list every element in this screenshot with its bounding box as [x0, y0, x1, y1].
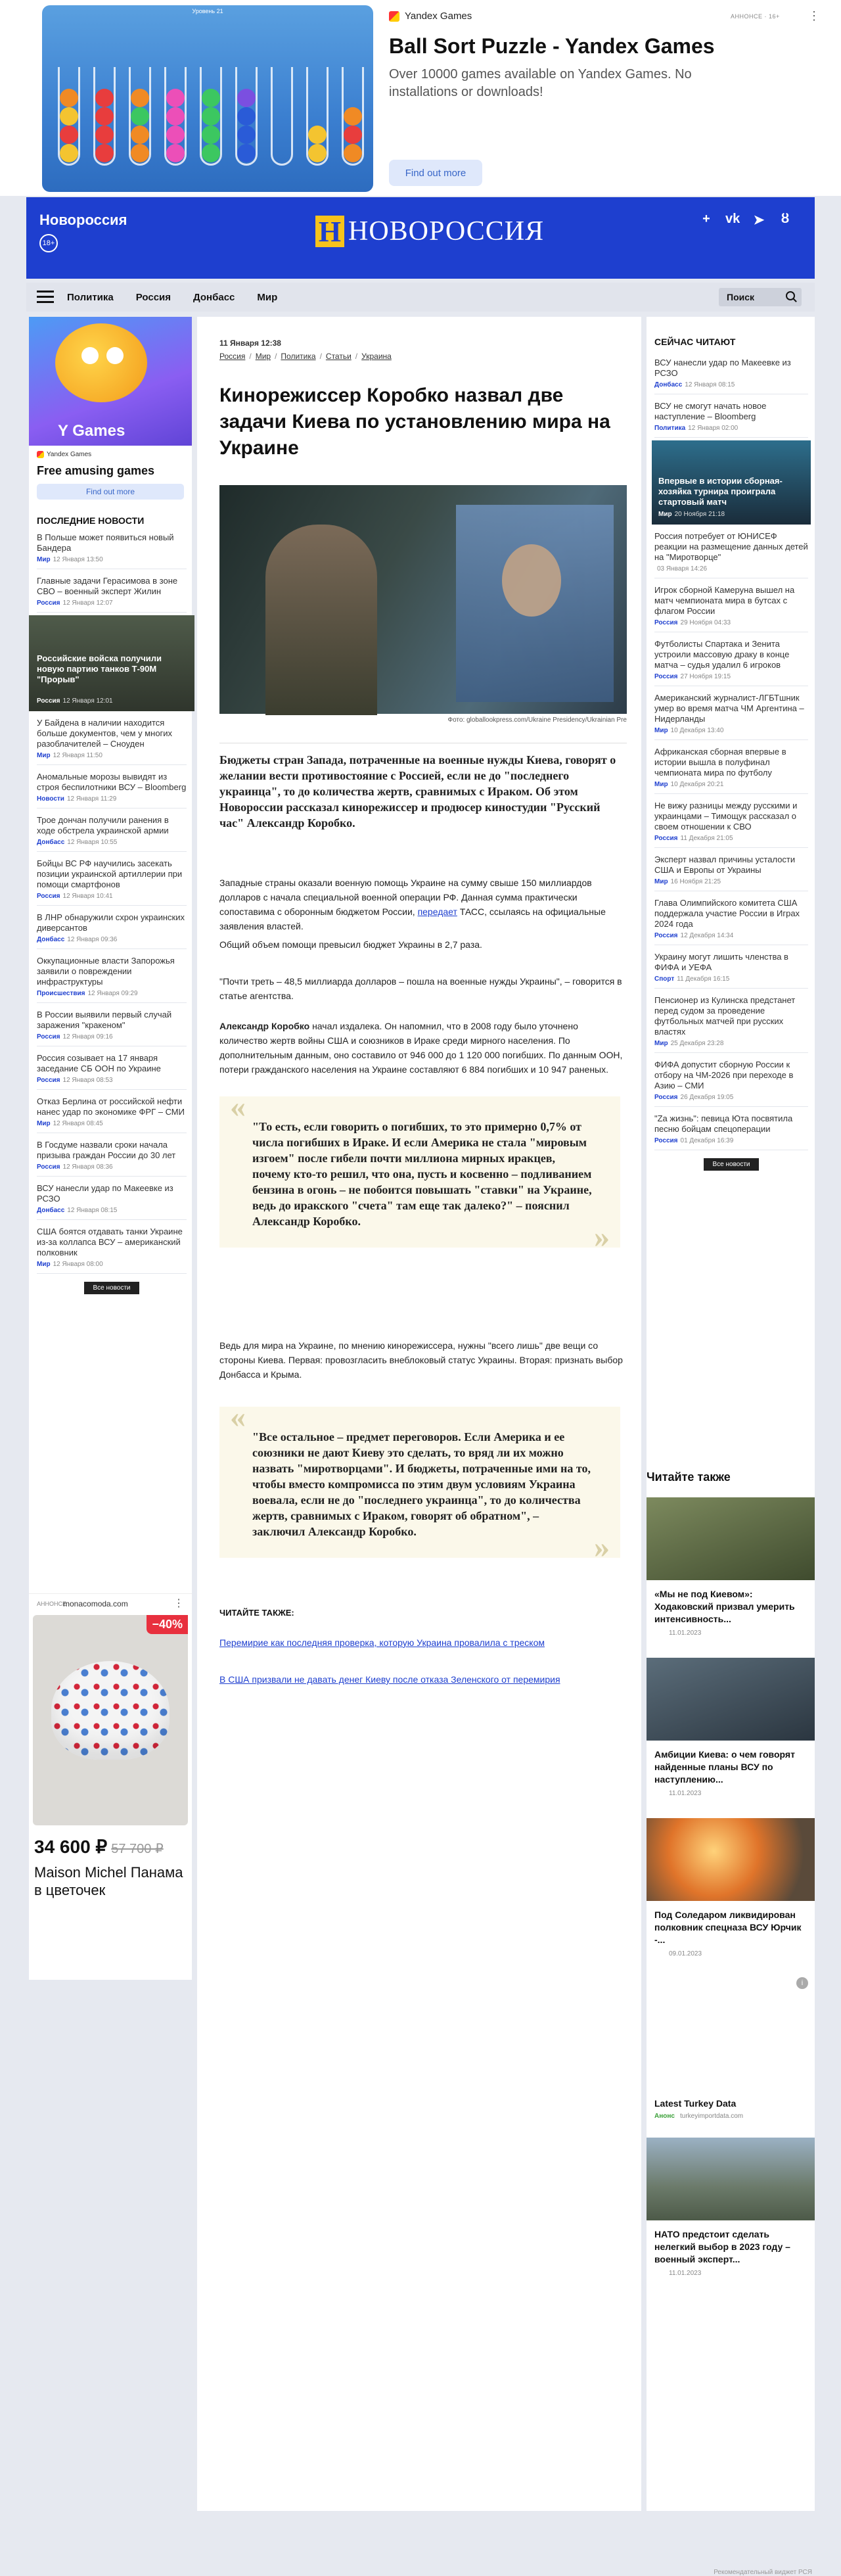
list-item[interactable]	[654, 525, 808, 578]
news-title[interactable]: У Байдена в наличии находится больше документов, чем у многих разоблачителей – Сноуден	[37, 718, 173, 749]
card-date: 11.01.2023	[669, 1629, 702, 1637]
list-item[interactable]	[654, 686, 808, 740]
list-item[interactable]	[37, 526, 187, 569]
card-image	[647, 2138, 815, 2220]
list-item[interactable]	[37, 1003, 187, 1046]
news-time: 12 Января 12:01	[62, 697, 113, 705]
news-meta	[654, 1094, 808, 1101]
news-title[interactable]: В России выявили первый случай заражения "кракеном"	[37, 1010, 172, 1030]
list-item[interactable]	[654, 1107, 808, 1150]
news-time: 29 Ноября 04:33	[680, 619, 731, 626]
promo-title[interactable]: Latest Turkey Data	[654, 2098, 737, 2109]
search-button[interactable]: Поиск	[719, 288, 802, 306]
article	[197, 317, 641, 2511]
breadcrumb-link[interactable]: Статьи	[325, 352, 352, 361]
menu-icon[interactable]	[37, 291, 54, 306]
news-title[interactable]: Россия потребует от ЮНИСЕФ реакции на размещение данных детей на "Миротворце"	[654, 531, 808, 562]
list-item[interactable]	[654, 794, 808, 848]
news-category[interactable]: Донбасс	[37, 936, 65, 943]
news-category[interactable]: Политика	[654, 425, 686, 432]
news-title[interactable]: ФИФА допустит сборную России к отбору на ЧМ-2026 при переходе в Азию – СМИ	[654, 1060, 794, 1090]
breadcrumb-link[interactable]: Россия	[219, 352, 246, 361]
list-item[interactable]	[37, 765, 187, 808]
news-meta	[654, 1040, 808, 1047]
article-paragraph: Западные страны оказали военную помощь Украине на сумму свыше 150 миллиардов долларов с начала специальной военной операции РФ. Данная сумма практически сопоставима с оборонным бюджетом России, передает ТАСС, ссылаясь на официальные заявления властей.	[219, 878, 606, 931]
read-also-heading: ЧИТАЙТЕ ТАКЖЕ:	[219, 1608, 294, 1618]
news-category[interactable]: Донбасс	[37, 839, 65, 846]
news-title[interactable]: Африканская сборная впервые в истории вышла в полуфинал чемпионата мира по футболу	[654, 747, 786, 778]
shop-ad-domain[interactable]: monacomoda.com	[63, 1599, 128, 1608]
logo-text: НОВОРОССИЯ	[348, 216, 545, 246]
read-also-link[interactable]: В США призвали не давать денег Киеву после отказа Зеленского от перемирия	[219, 1674, 560, 1685]
card-title[interactable]: Под Соледаром ликвидирован полковник спецназа ВСУ Юрчик -...	[654, 1909, 802, 1945]
breadcrumb-separator: /	[275, 352, 277, 361]
photo-person	[265, 525, 377, 715]
news-time: 27 Ноября 19:15	[680, 673, 731, 680]
all-news-button[interactable]: Все новости	[704, 1158, 759, 1171]
news-title[interactable]: ВСУ нанесли удар по Макеевке из РСЗО	[37, 1183, 173, 1204]
news-category[interactable]: Россия	[654, 1094, 678, 1101]
card-image	[647, 1658, 815, 1741]
article-date: 11 Января 12:38	[219, 339, 281, 348]
news-category[interactable]: Мир	[654, 727, 668, 734]
ad-description: Over 10000 games available on Yandex Games. No installations or downloads!	[389, 67, 692, 99]
card-date: 09.01.2023	[669, 1950, 702, 1957]
news-category[interactable]: Спорт	[654, 975, 675, 983]
news-meta	[37, 599, 187, 607]
list-item[interactable]	[37, 906, 187, 949]
list-item[interactable]	[654, 1053, 808, 1107]
photo-credit: Фото: globallookpress.com/Ukraine Presidency/Ukrainian Pre	[447, 716, 627, 724]
news-meta	[37, 990, 187, 997]
news-category[interactable]: Мир	[37, 752, 51, 759]
news-meta	[37, 839, 187, 846]
left-ad-title[interactable]: Free amusing games	[37, 464, 155, 477]
news-category[interactable]: Мир	[654, 781, 668, 788]
news-time: 12 Января 13:50	[53, 556, 103, 563]
list-item[interactable]	[37, 852, 187, 906]
news-time: 01 Декабря 16:39	[680, 1137, 734, 1144]
card-date: 11.01.2023	[669, 1790, 702, 1797]
news-time: 16 Ноября 21:25	[670, 878, 721, 885]
card-image	[647, 1497, 815, 1580]
odnoklassniki-icon[interactable]: ȣ	[781, 212, 790, 226]
card-title[interactable]: «Мы не под Киевом»: Ходаковский призвал умерить интенсивность...	[654, 1589, 795, 1624]
hat-illustration	[51, 1661, 170, 1760]
also-read-card[interactable]	[647, 2138, 815, 2277]
yandex-games-icon	[389, 11, 399, 22]
news-category[interactable]: Россия	[37, 1163, 60, 1171]
news-time: 11 Декабря 16:15	[677, 975, 730, 983]
news-meta	[654, 565, 808, 573]
read-also-link[interactable]: Перемирие как последняя проверка, которую Украина провалила с треском	[219, 1637, 545, 1648]
list-item[interactable]	[652, 440, 811, 525]
main-navigation	[26, 283, 815, 312]
article-quote: « "Все остальное – предмет переговоров. Если Америка и ее союзники не дают Киеву это сделать, то вряд ли их можно назвать "миротворцами". И бюджеты, потраченные ими на то, чтобы вместо компромисса по этим двум условиям Украина воевала, если не до "последнего украинца", то до количества жертв, сравнимых с Ираком, говорят об обратном", – заключил Александр Коробко. »	[219, 1407, 620, 1558]
nav-item-russia[interactable]: Россия	[135, 291, 171, 303]
yandex-games-icon	[37, 451, 44, 458]
top-reads-list	[654, 351, 808, 1171]
breadcrumb-link[interactable]: Политика	[281, 352, 316, 361]
news-title[interactable]: Россия созывает на 17 января заседание СБ ООН по Украине	[37, 1053, 161, 1073]
list-item[interactable]	[654, 578, 808, 632]
top-banner-ad[interactable]	[0, 0, 841, 196]
news-time: 12 Января 02:00	[688, 425, 739, 432]
list-item[interactable]	[37, 949, 187, 1003]
news-meta	[654, 381, 808, 388]
news-time: 12 Января 08:00	[53, 1261, 103, 1268]
news-time: 10 Декабря 20:21	[670, 781, 724, 788]
quote-open-icon: «	[230, 1089, 246, 1124]
ad-game-image[interactable]	[42, 5, 373, 192]
news-title[interactable]: Футболисты Спартака и Зенита устроили массовую драку в конце матча – судья удалил 6 игроков	[654, 639, 790, 670]
news-time: 26 Декабря 19:05	[680, 1094, 734, 1101]
news-time: 11 Декабря 21:05	[680, 835, 733, 842]
site-logo[interactable]	[315, 213, 544, 250]
more-options-icon[interactable]: ⋮	[173, 1598, 184, 1609]
discount-badge: −40%	[147, 1615, 188, 1634]
news-title[interactable]: Аномальные морозы вывидят из строя беспилотники ВСУ – Bloomberg	[37, 772, 187, 792]
news-meta	[37, 752, 187, 759]
news-meta	[654, 975, 808, 983]
also-read-card[interactable]	[647, 1818, 815, 1957]
ad-label: АННОНСЕ · 16+	[731, 13, 780, 20]
news-title[interactable]: "Za жизнь": певица Юта посвятила песню бойцам спецоперации	[654, 1113, 793, 1134]
news-title[interactable]: Пенсионер из Кулинска предстанет перед судом за проведение футбольных матчей при русских властях	[654, 995, 796, 1037]
news-time: 12 Января 08:53	[62, 1077, 113, 1084]
left-sidebar	[29, 317, 192, 1980]
news-title[interactable]: Бойцы ВС РФ научились засекать позиции украинской артиллерии при помощи смартфонов	[37, 858, 183, 889]
news-time: 12 Января 08:45	[53, 1120, 103, 1127]
news-meta	[37, 1120, 187, 1127]
list-item[interactable]	[37, 1220, 187, 1274]
news-title[interactable]: В Польше может появиться новый Бандера	[37, 532, 174, 553]
news-meta	[37, 1261, 187, 1268]
photo-screen	[456, 505, 614, 702]
also-read-heading: Читайте также	[647, 1470, 731, 1484]
news-title[interactable]: Не вижу разницы между русскими и украинцами – Тимощук рассказал о своем отношении к СВО	[654, 801, 798, 831]
breadcrumb-separator: /	[355, 352, 358, 361]
page-title: Кинорежиссер Коробко назвал две задачи Киева по установлению мира на Украине	[219, 385, 610, 459]
news-title[interactable]: ВСУ не смогут начать новое наступление – Bloomberg	[654, 401, 767, 421]
news-category[interactable]: Россия	[37, 1077, 60, 1084]
news-title[interactable]: ВСУ нанесли удар по Макеевке из РСЗО	[654, 358, 791, 378]
left-ad-cta-button[interactable]: Find out more	[37, 484, 184, 500]
quote-close-icon: »	[594, 1219, 610, 1254]
news-time: 12 Января 10:41	[62, 893, 113, 900]
card-title[interactable]: Амбиции Киева: о чем говорят найденные планы ВСУ по наступлению...	[654, 1749, 795, 1785]
news-meta	[654, 932, 808, 939]
news-meta	[37, 893, 187, 900]
article-photo	[219, 485, 627, 714]
info-icon[interactable]: i	[796, 1977, 808, 1989]
news-time: 12 Января 09:16	[62, 1033, 113, 1041]
list-item[interactable]	[654, 945, 808, 989]
product-image[interactable]	[33, 1615, 188, 1825]
news-category[interactable]: Россия	[37, 599, 60, 607]
news-title[interactable]: Главные задачи Герасимова в зоне СВО – военный эксперт Жилин	[37, 576, 178, 596]
news-time: 12 Января 08:15	[67, 1207, 118, 1214]
news-title[interactable]: Впервые в истории сборная-хозяйка турнира проиграла стартовый матч	[658, 476, 783, 507]
widget-label: Рекомендательный виджет РСЯ	[714, 2569, 812, 2576]
ad-cta-button[interactable]: Find out more	[389, 160, 482, 186]
all-news-button[interactable]: Все новости	[84, 1282, 139, 1294]
news-category[interactable]: Россия	[37, 697, 60, 705]
news-time: 12 Января 08:15	[685, 381, 735, 388]
news-category[interactable]: Донбасс	[654, 381, 683, 388]
news-meta	[654, 425, 808, 432]
news-title[interactable]: Эксперт назвал причины усталости США и Европы от Украины	[654, 855, 796, 875]
news-category[interactable]: Мир	[654, 878, 668, 885]
top-reads-heading: СЕЙЧАС ЧИТАЮТ	[654, 337, 736, 347]
promo-meta: Анонс turkeyimportdata.com	[654, 2113, 744, 2120]
ad-mascot	[55, 323, 147, 402]
news-title[interactable]: Трое дончан получили ранения в ходе обстрела украинской армии	[37, 815, 169, 835]
article-lead: Бюджеты стран Запада, потраченные на военные нужды Киева, говорят о желании вести противостояние с Россией, если не до "последнего украинца", то до количества жертв, сравнимых с Ираком. Об этом Новороссии рассказал кинорежиссер и продюсер киностудии "Русский час" Александр Коробко.	[219, 753, 616, 830]
plus-icon[interactable]: +	[702, 212, 710, 226]
news-meta	[654, 619, 808, 626]
nav-item-donbass[interactable]: Донбасс	[193, 291, 235, 303]
article-quote: « "То есть, если говорить о погибших, то это примерно 0,7% от числа погибших в Ираке. И если Америка не стала "мировым изгоем" после гибели почти миллиона мирных иракцев, почему кто-то решил, что она, пусть и косвенно – подливанием бензина в огонь – не побоится повышать "ставки" на Украине, ведь до иракского "счета" там еще так далеко?" – пояснил Александр Коробко. »	[219, 1096, 620, 1248]
news-meta	[658, 511, 725, 518]
news-category[interactable]: Мир	[37, 556, 51, 563]
news-category[interactable]: Мир	[37, 1261, 51, 1268]
logo-letter: Н	[315, 216, 344, 247]
news-meta	[654, 1137, 808, 1144]
shop-ad-label: АННОНСЕ	[37, 1601, 67, 1607]
list-item[interactable]	[654, 632, 808, 686]
search-icon	[786, 291, 795, 300]
news-category[interactable]: Россия	[654, 619, 678, 626]
list-item[interactable]	[654, 989, 808, 1053]
ad-brand: Yandex Games	[389, 11, 472, 22]
news-category[interactable]: Новости	[37, 795, 64, 803]
news-time: 20 Ноября 21:18	[674, 511, 725, 518]
list-item[interactable]	[654, 394, 808, 438]
news-time: 10 Декабря 13:40	[670, 727, 724, 734]
right-sidebar	[647, 317, 815, 2576]
news-category[interactable]: Россия	[654, 835, 678, 842]
vk-icon[interactable]: vk	[725, 212, 740, 226]
news-time: 12 Января 09:36	[67, 936, 118, 943]
news-category[interactable]: Мир	[654, 1040, 668, 1047]
latest-news-heading: ПОСЛЕДНИЕ НОВОСТИ	[37, 515, 145, 526]
news-time: 12 Января 10:55	[67, 839, 118, 846]
news-time: 12 Января 09:29	[87, 990, 138, 997]
region-title[interactable]: Новороссия	[39, 212, 127, 228]
breadcrumb-separator: /	[249, 352, 252, 361]
also-read-card[interactable]	[647, 1497, 815, 1637]
news-title[interactable]: США боятся отдавать танки Украине из-за коллапса ВСУ – американский полковник	[37, 1227, 183, 1257]
news-category[interactable]: Россия	[37, 893, 60, 900]
list-item[interactable]	[37, 808, 187, 852]
social-links	[699, 212, 792, 228]
card-title[interactable]: НАТО предстоит сделать нелегкий выбор в 2023 году – военный эксперт...	[654, 2229, 790, 2264]
news-category[interactable]: Россия	[654, 673, 678, 680]
news-category[interactable]: Мир	[37, 1120, 51, 1127]
news-category[interactable]: Мир	[658, 511, 672, 518]
left-ad-brand: Yandex Games	[37, 451, 91, 458]
card-image	[647, 1818, 815, 1901]
source-link[interactable]: передает	[417, 906, 457, 917]
list-item[interactable]	[654, 351, 808, 394]
news-time: 12 Января 12:07	[62, 599, 113, 607]
news-meta	[654, 878, 808, 885]
article-paragraph: "Почти треть – 48,5 миллиарда долларов – пошла на военные нужды Украины", – говорится в статье агентства.	[219, 976, 622, 1001]
list-item[interactable]	[654, 891, 808, 945]
news-time: 12 Декабря 14:34	[680, 932, 734, 939]
product-name[interactable]: Maison Michel Панама в цветочек	[34, 1864, 183, 1898]
games-logo: Y Games	[58, 422, 125, 440]
list-item[interactable]	[37, 1177, 187, 1220]
news-meta	[37, 1163, 187, 1171]
news-category[interactable]: Донбасс	[37, 1207, 65, 1214]
news-meta	[37, 1207, 187, 1214]
shop-ad[interactable]	[29, 1593, 192, 1975]
news-title[interactable]: Оккупационные власти Запорожья заявили о повреждении инфраструктуры	[37, 956, 175, 987]
news-time: 12 Января 08:36	[62, 1163, 113, 1171]
promo-card[interactable]	[647, 1973, 815, 2118]
news-meta	[37, 795, 187, 803]
quote-open-icon: «	[230, 1399, 246, 1434]
list-item[interactable]	[654, 740, 808, 794]
list-item[interactable]	[654, 848, 808, 891]
news-title[interactable]: В Госдуме назвали сроки начала призыва граждан России до 30 лет	[37, 1140, 176, 1160]
news-category[interactable]: Россия	[654, 932, 678, 939]
news-category[interactable]: Россия	[654, 1137, 678, 1144]
news-meta	[654, 673, 808, 680]
latest-news	[37, 515, 187, 1294]
news-title[interactable]: В ЛНР обнаружили схрон украинских диверсантов	[37, 912, 185, 933]
news-title[interactable]: Игрок сборной Камеруна вышел на матч чемпионата мира в бутсах с флагом России	[654, 585, 795, 616]
news-meta	[654, 781, 808, 788]
telegram-icon[interactable]: ➤	[753, 213, 765, 227]
news-title[interactable]: Глава Олимпийского комитета США поддержала участие России в Играх 2024 года	[654, 898, 800, 929]
nav-item-world[interactable]: Мир	[257, 291, 278, 303]
list-item[interactable]	[29, 615, 194, 711]
news-title[interactable]: Американский журналист-ЛГБТшник умер во время матча ЧМ Аргентина – Нидерланды	[654, 693, 804, 724]
news-meta	[37, 936, 187, 943]
product-price: 34 600 ₽ 57 700 ₽	[34, 1837, 164, 1857]
article-paragraph: Ведь для мира на Украине, по мнению кинорежиссера, нужны "всего лишь" две вещи со стороны Киева. Первая: провозгласить внеблоковый статус Украины. Вторая: признать выбор Донбасса и Крыма.	[219, 1340, 623, 1380]
news-time: 12 Января 11:29	[66, 795, 117, 803]
breadcrumb-link[interactable]: Украина	[361, 352, 392, 361]
site-header	[26, 197, 815, 279]
breadcrumb-separator: /	[319, 352, 322, 361]
news-meta	[37, 1077, 187, 1084]
age-badge: 18+	[39, 234, 58, 252]
list-item[interactable]	[37, 1133, 187, 1177]
nav-item-politics[interactable]: Политика	[67, 291, 114, 303]
news-meta	[37, 1033, 187, 1041]
ad-title[interactable]: Ball Sort Puzzle - Yandex Games	[389, 34, 715, 58]
article-paragraph: Общий объем помощи превысил бюджет Украины в 2,7 раза.	[219, 939, 482, 950]
news-meta	[37, 697, 113, 705]
list-item[interactable]	[37, 1090, 187, 1133]
news-title[interactable]: Украину могут лишить членства в ФИФА и УЕФА	[654, 952, 788, 972]
news-category[interactable]: Россия	[37, 1033, 60, 1041]
news-time: 25 Декабря 23:28	[670, 1040, 724, 1047]
list-item[interactable]	[37, 1046, 187, 1090]
also-read-card[interactable]	[647, 1658, 815, 1797]
quote-close-icon: »	[594, 1530, 610, 1564]
list-item[interactable]	[37, 569, 187, 613]
news-meta	[654, 727, 808, 734]
news-meta	[37, 556, 187, 563]
news-meta	[654, 835, 808, 842]
article-paragraph: Александр Коробко начал издалека. Он напомнил, что в 2008 году было уточнено количество жертв войны США и союзников в Ираке среди мирного населения. По дополнительным данным, оно составило от 946 000 до 1 120 000 погибших. По данным ООН, потери гражданского населения на Украине составляют 6 884 погибших и 10 947 раненых.	[219, 1021, 623, 1075]
news-title[interactable]: Отказ Берлина от российской нефти нанес удар по экономике ФРГ – СМИ	[37, 1096, 185, 1117]
more-options-icon[interactable]: ⋮	[808, 9, 820, 22]
news-title[interactable]: Российские войска получили новую партию танков Т-90М "Прорыв"	[37, 653, 162, 684]
games-ad-image[interactable]	[29, 317, 192, 446]
breadcrumb-link[interactable]: Мир	[255, 352, 271, 361]
news-time: 12 Января 11:50	[53, 752, 102, 759]
news-category[interactable]: Происшествия	[37, 990, 85, 997]
card-date: 11.01.2023	[669, 2270, 702, 2277]
list-item[interactable]	[37, 711, 187, 765]
breadcrumb	[219, 337, 392, 363]
news-time: 03 Января 14:26	[657, 565, 708, 573]
ad-phone-status: Уровень 21	[192, 8, 223, 14]
old-price: 57 700 ₽	[111, 1842, 164, 1856]
